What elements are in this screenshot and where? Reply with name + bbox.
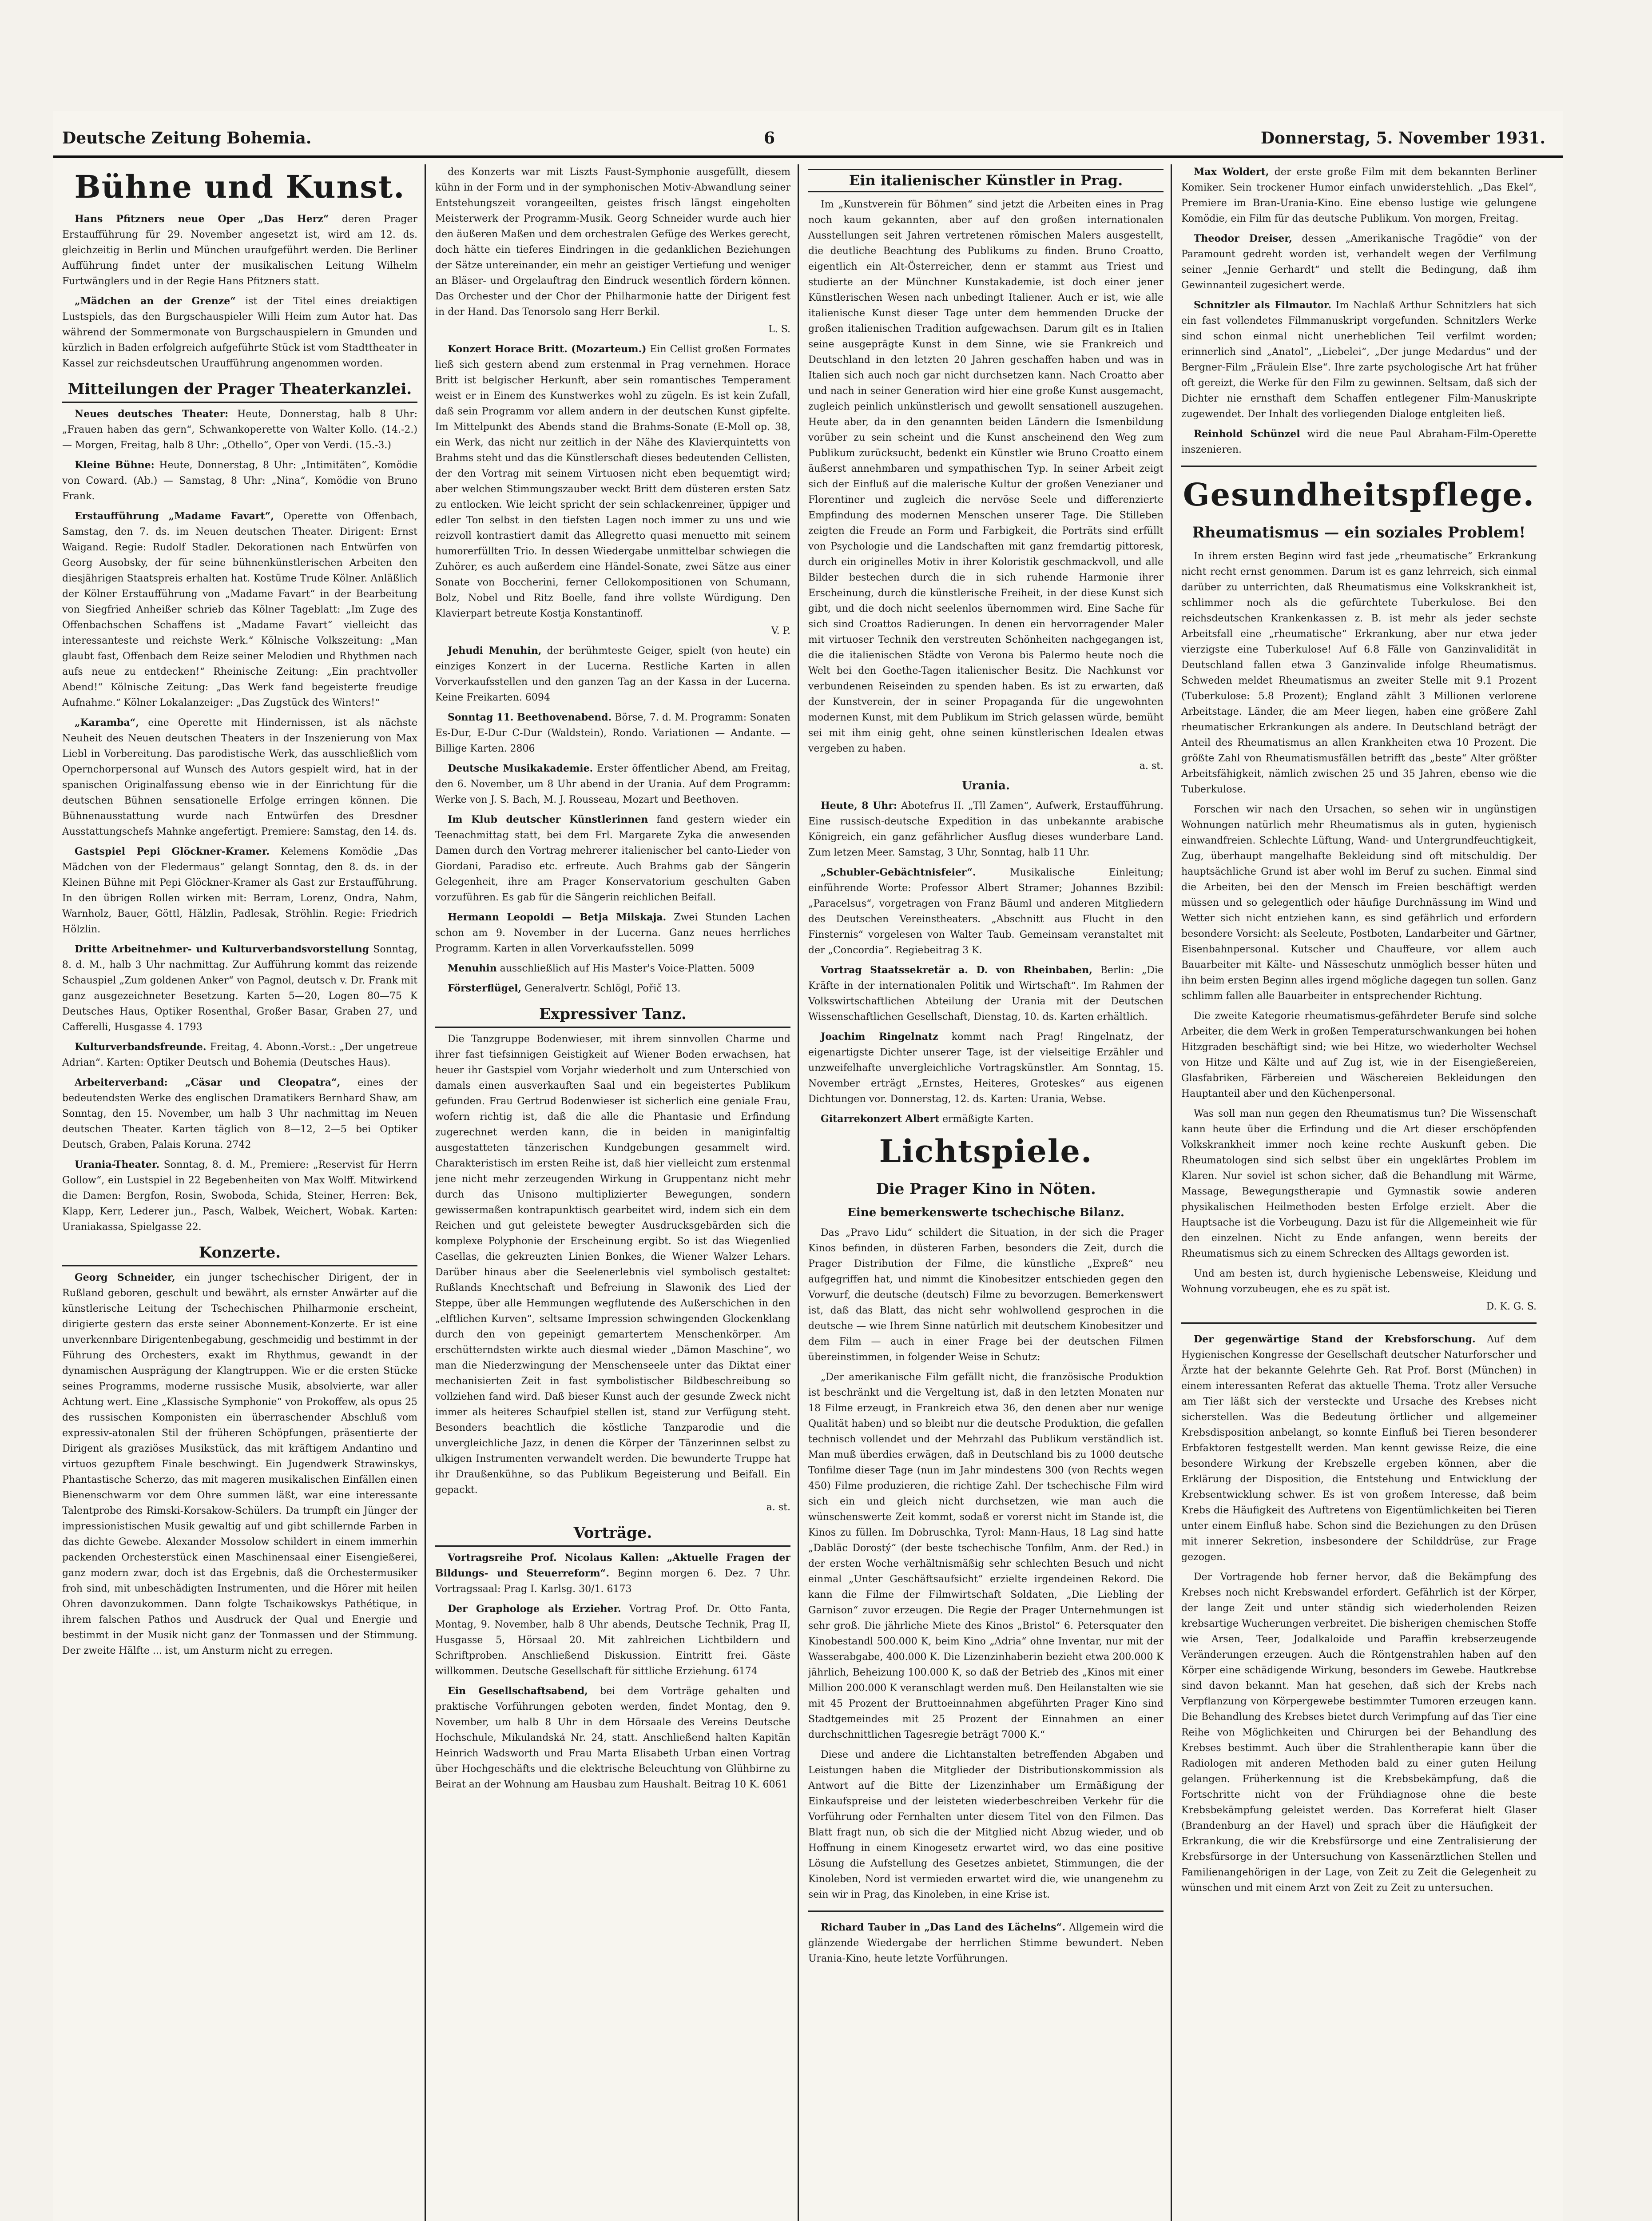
article-paragraph: Die Tanzgruppe Bodenwieser, mit ihrem sinnvollen Charme und ihrer fast tiefsinnigen Geistigkeit auf Wiener Boden erwachsen, hat heuer ihr Gastspiel vom Vorjahr wiederholt und zum Unterschied von damals einen ausverkauften Saal und ein begeistertes Publikum gefunden. Frau Gertrud Bodenwieser ist sicherlich eine geniale Frau, wofern richtig ist, daß die alle die Phantasie und Erfindung zugerechnet werden kann, die in beiden in maniginfaltig ausgestatteten tänzerischen Kundgebungen gesammelt wird. Charakteristisch im ersten Reihe ist, daß hier vielleicht zum erstenmal jene nicht mehr zerzeugenden Wirkung in Gruppentanz nicht mehr durch das Unisono multiplizierter Bewegungen, sondern gewissermaßen kontrapunktisch gearbeitet wird, indem sich ein dem Reichen und gut geleistete bewegter Ausdrucksgebärden sich die komplexe Polyphonie der Erscheinung ergibt. So ist das Wiegenlied Casellas, die gekreuzten Linien Bonkes, die Wiener Walzer Lehars. Darüber hinaus aber die Seelenerlebnis viel symbolisch gestaltet: Rußlands Knechtschaft und Befreiung in Slawonik des Lied der Steppe, über alle Hemmungen wegflutende des Außerschichen in den „elftlichen Kurven“, seltsame Impression schwingenden Glockenklang durch den von gepeinigt gemartertem Menschenkörper. Am erschütterndsten wirkte auch diesmal wieder „Dämon Maschine“, wo man die Niederzwingung der Menschenseele unter das Diktat einer mechanisierten Zeit in fast symbolistischer Bildbeschreibung so vollziehen fand wird. Daß bieser Kunst auch der gesunde Zweck nicht immer als heiteres Schaufpiel stellen ist, stand zur Verfügung steht. Besonders beachtlich die köstliche Tanzparodie und die unvergleichliche Jazz, in denen die Körper der Tänzerinnen selbst zu ulkigen Instrumenten verwandelt werden. Die bewunderte Truppe hat ihr Draußenkühne, so das Publikum Begeisterung und Beifall. Ein gepackt. bbox=[435, 1034, 790, 1496]
subsection-subtitle: Eine bemerkenswerte tschechische Bilanz. bbox=[847, 1206, 1124, 1219]
article-headline: Ein italienischer Künstler in Prag. bbox=[808, 169, 1164, 192]
section-title: Bühne und Kunst. bbox=[74, 168, 405, 205]
article-paragraph: Vortragsreihe Prof. Nicolaus Kallen: „Aktuelle Fragen der Bildungs- und Steuerreform“. Beginn morgen 6. Dez. 7 Uhr. Vortragssaal: Prag I. Karlsg. 30/1. 6173 bbox=[435, 1552, 790, 1595]
article-paragraph: Im „Kunstverein für Böhmen“ sind jetzt die Arbeiten eines in Prag noch kaum gekannten, aber auf den großen internationalen Ausstellungen seit Jahren vertretenen römischen Malers ausgestellt, die deutliche Beachtung des Publikums zu finden. Bruno Croatto, eigentlich ein Alt-Österreicher, denn er stammt aus Triest und studierte an der Münchner Kunstakademie, ist doch einer jener Künstlerischen Wesen nach unbedingt Italiener. Auch er ist, wie alle italienische Kunst dieser Tage unter dem hemmenden Drucke der großen italienischen Tradition aufgewachsen. Darum gilt es in Italien seine ausgeprägte Kunst in dem Sinne, wie sie Frankreich und Deutschland in den letzten 20 Jahren geschaffen haben und was in Italien sich auch noch gar nicht durchsetzen kann. Nach Croatto aber und nach in seiner Generation wird hier eine große Kunst ausgemacht, zugleich peinlich unkünstlerisch und gewollt sensationell auszugehen. Heute aber, da in den genannten beiden Ländern die Ismenbildung vorüber zu sein scheint und die Kunst anscheinend den Weg zum Publikum zurücksucht, bedenkt ein Künstler wie Bruno Croatto einem äußerst annehmbaren und sympathischen Typ. In seiner Arbeit zeigt sich der Einfluß auf die malerische Kultur der großen Venezianer und Florentiner und zugleich die nervöse Seele und differenzierte Empfindung des modernen Menschen unserer Tage. Die Stilleben zeigten die Freude an Form und Farbigkeit, die Porträts sind erfüllt von Psychologie und die Landschaften mit ganz fremdartig pittoresk, durch ein originelles Motiv in ihrer Koloristik geschmackvoll, und alle Bilder bestechen durch die in sich ruhende Harmonie ihrer Erscheinung, durch die künstlerische Freiheit, in der diese Kunst sich gibt, und die doch nicht seelenlos übernommen wird. Eine Sache für sich sind Croattos Radierungen. In denen ein hervorragender Maler mit virtuoser Technik den verstreuten Schönheiten nachgegangen ist, die die italienischen Städte von Verona bis Palermo heute noch die Welt bei den Goethe-Tagen italienischer Besitz. Die Nachkunst vor verbundenen Reiseinden zu spenden haben. Es ist zu erwarten, daß der Kunstverein, der in seiner Propaganda für die ungewohnten modernen Kunst, mit dem Publikum im Strich gelassen würde, bemüht sei mit ihm einig geht, ohne seinen künstlerischen Idealen etwas vergeben zu haben. bbox=[808, 199, 1164, 754]
article-paragraph: Schnitzler als Filmautor. Im Nachlaß Arthur Schnitzlers hat sich ein fast vollendetes Filmmanuskript vorgefunden. Schnitzlers Werke sind schon einmal nicht unerheblichen Teil verfilmt worden; erinnerlich sind „Anatol“, „Liebelei“, „Der junge Medardus“ und der Bergner-Film „Fräulein Else“. Ihre zarte psychologische Art hat früher oft gereizt, die Werke für den Film zu gewinnen. Seltsam, daß sich der Dichter nie ernsthaft dem Schaffen entlegener Film-Manuskripte zugewendet. Der Inhalt des vorliegenden Dialoge entgleiten ließ. bbox=[1181, 299, 1537, 420]
article-paragraph: Die zweite Kategorie rheumatismus-gefährdeter Berufe sind solche Arbeiter, die dem Werk in großen Temperaturschwankungen bei hohen Hitzgraden beschäftigt sind; wie bei Hitze, wo wiederholter Wechsel von Hitze und Kälte und auf Zug ist, wie in der Eisengießereien, Glasfabriken, Färbereien und Wäschereien Bekleidungen den Hauptanteil aber und den Küchenpersonal. bbox=[1181, 1011, 1537, 1099]
article-paragraph: Försterflügel, Generalvertr. Schlögl, Pořič 13. bbox=[448, 983, 681, 994]
article-paragraph: Was soll man nun gegen den Rheumatismus tun? Die Wissenschaft kann heute über die Erfindung und die Art dieser erschöpfenden Volkskrankheit immer noch keine rechte Auskunft geben. Die Rheumatologen sind sich selbst über ein ungeklärtes Problem im Klaren. Nur soviel ist schon sicher, daß die Behandlung mit Wärme, Massage, Bewegungstherapie und Gymnastik sowie anderen physikalischen Heilmethoden besten Erfolge erzielt. Aber die Hauptsache ist die Vorbeugung. Dazu ist für die Allgemeinheit wie für den einzelnen. Nicht zu Ende anfangen, wenn bereits der Rheumatismus sich zu einem Schrecken des Alltags geworden ist. bbox=[1181, 1108, 1537, 1259]
article-paragraph: Kulturverbandsfreunde. Freitag, 4. Abonn.-Vorst.: „Der ungetreue Adrian“. Karten: Optiker Deutsch und Bohemia (Deutsches Haus). bbox=[62, 1041, 417, 1068]
column-2 bbox=[435, 164, 790, 2221]
article-paragraph: Das „Pravo Lidu“ schildert die Situation, in der sich die Prager Kinos befinden, in düsteren Farben, besonders die Zeit, durch die Prager Distribution der Filme, die künstliche „Expreß“ neu aufgegriffen hat, und nimmt die Kinobesitzer entschieden gegen den Vorwurf, die deutsche (deutsch) Filme zu bevorzugen. Bemerkenswert ist, daß das Blatt, das nicht sehr wohlwollend gesprochen in die deutsche — wie Ihrem Sinne natürlich mit deutschem Kinobesitzer und dem Film — auch in einer Frage bei der deutschen Filmen übereinstimmen, in folgender Weise in Schutz: bbox=[808, 1227, 1164, 1363]
author-sign: a. st. bbox=[766, 1502, 790, 1513]
article-paragraph: Richard Tauber in „Das Land des Lächelns“. Allgemein wird die glänzende Wiedergabe der herrlichen Stimme bewundert. Neben Urania-Kino, heute letzte Vorführungen. bbox=[808, 1922, 1164, 1964]
newspaper-page bbox=[53, 111, 1563, 2221]
divider bbox=[1181, 466, 1537, 467]
subsection-title: Konzerte. bbox=[62, 1243, 417, 1266]
article-paragraph: Der Vortragende hob ferner hervor, daß die Bekämpfung des Krebses noch nicht Krebswandel erfordert. Gefährlich ist der Körper, der lange Zeit und unter ständig sich wiederholenden Reizen krebsartige Wucherungen verbreitet. Die bisherigen chemischen Stoffe wie Arsen, Teer, Jodalkaloide und Paraffin krebserzeugende Veränderungen erzeugen. Auch die Röntgenstrahlen haben auf den Körper eine schädigende Wirkung, besonders im Gewebe. Hautkrebse sind davon bekannt. Man hat gesehen, daß sich der Krebs nach Verpflanzung von Körpergewebe bestimmter Tumoren erzeugen kann. Die Behandlung des Krebses bietet durch Verimpfung auf das Tier eine Reihe von Möglichkeiten und Chirurgen bei der Behandlung des Krebses bestimmt. Auch über die Strahlentherapie kann über die Radiologen mit anderen Methoden bald zu einer guten Heilung gelangen. Früherkennung ist die Krebsbekämpfung, daß die Fortschritte nicht von der Frühdiagnose ohne die beste Krebsbekämpfung geleistet werden. Das Korreferat hielt Glaser (Brandenburg an der Havel) und sprach über die Häufigkeit der Erkrankung, die wir die Krebsfürsorge und eine Zentralisierung der Krebsfürsorge in der Untersuchung von Kassenärztlichen Stellen und Familienangehörigen in der Lage, von Zeit zu Zeit die Gelegenheit zu wünschen und mit einem Arzt von Zeit zu Zeit zu untersuchen. bbox=[1181, 1572, 1537, 1894]
article-paragraph: Diese und andere die Lichtanstalten betreffenden Abgaben und Leistungen haben die Mitglieder der Distributionskommission als Antwort auf die Bitte der Lizenzinhaber um Ermäßigung der Einkaufspreise und der leisteten wiederbeschreiben Verkehr für die Vorführung oder Fernhalten unter diesem Titel von den Filmen. Das Blatt fragt nun, ob sich die der Mitglied nicht Abzug wieder, und ob Hoffnung in einem Kinogesetz erwartet wird, wo das eine positive Lösung die Aufstellung des Gesetzes anbietet, Stimmungen, die der Kinoleben, Nord ist vermieden erwartet wird die, wie unangenehm zu sein wir in Prag, das Kinoleben, in eine Krise ist. bbox=[808, 1749, 1164, 1900]
article-paragraph: Menuhin ausschließlich auf His Master's Voice-Platten. 5009 bbox=[448, 963, 755, 974]
article-paragraph: Max Woldert, der erste große Film mit dem bekannten Berliner Komiker. Sein trockener Humor einfach unwiderstehlich. „Das Ekel“, Premiere im Bran-Urania-Kino. Eine ebenso lustige wie gelungene Komödie, ein Film für das deutsche Publikum. Von morgen, Freitag. bbox=[1181, 166, 1537, 224]
subsection-title: Die Prager Kino in Nöten. bbox=[876, 1180, 1096, 1198]
article-paragraph: Dritte Arbeitnehmer- und Kulturverbandsvorstellung Sonntag, 8. d. M., halb 3 Uhr nachmittag. Zur Aufführung kommt das reizende Schauspiel „Zum goldenen Anker“ von Pagnol, deutsch v. Dr. Frank mit ganz ausgezeichneter Besetzung. Karten 5—20, Logen 80—75 K Deutsches Haus, Optiker Rosenthal, Großer Basar, Graben 27, und Cafferelli, Husgasse 4. 1793 bbox=[62, 943, 417, 1033]
column-rule bbox=[1171, 164, 1172, 2221]
subsection-title: Rheumatismus — ein soziales Problem! bbox=[1192, 524, 1526, 541]
article-paragraph: Joachim Ringelnatz kommt nach Prag! Ringelnatz, der eigenartigste Dichter unserer Tage, ist der vielseitige Erzähler und unzweifelhafte unvergleichliche Vortragskünstler. Am Sonntag, 15. November erträgt „Ernstes, Heiteres, Groteskes“ aus eigenen Dichtungen vor. Donnerstag, 12. ds. Karten: Urania, Webse. bbox=[808, 1031, 1164, 1105]
article-paragraph: Und am besten ist, durch hygienische Lebensweise, Kleidung und Wohnung vorzubeugen, ehe es zu spät ist. bbox=[1181, 1268, 1537, 1295]
article-paragraph: In ihrem ersten Beginn wird fast jede „rheumatische“ Erkrankung nicht recht ernst genommen. Darum ist es ganz lehrreich, sich einmal darüber zu unterrichten, daß Rheumatismus eine Volkskrankheit ist, schlimmer noch als die gefürchtete Tuberkulose. Bei den reichsdeutschen Krankenkassen z. B. ist mehr als jeder sechste Arbeitsfall eine „rheumatische“ Erkrankung, aber nur etwa jeder vierzigste eine Tuberkulose! Auf 6.8 Fälle von Ganzinvalidität in Deutschland fallen etwa 3 Ganzinvalide infolge Rheumatismus. Schweden meldet Rheumatismus an zweiter Stelle mit 9.1 Prozent (Tuberkulose: 5.8 Prozent); England zählt 3 Millionen verlorene Arbeitstage. Länder, die am Meer liegen, haben eine größere Zahl rheumatischer Erkrankungen als andere. In Deutschland beträgt der Anteil des Rheumatismus an allen Krankheiten etwa 10 Prozent. Die größte Zahl von Rheumatismusfällen betrifft das „beste“ Alter größter Arbeitsfähigkeit, nämlich zwischen 25 und 35 Jahren, ebenso wie die Tuberkulose. bbox=[1181, 551, 1537, 795]
article-paragraph: Der gegenwärtige Stand der Krebsforschung. Auf dem Hygienischen Kongresse der Gesellschaft deutscher Naturforscher und Ärzte hat der bekannte Gelehrte Geh. Rat Prof. Borst (München) in einem interessanten Referat das aktuelle Thema. Trotz aller Versuche am Tier läßt sich der versteckte und Ursache des Krebses nicht sicherstellen. Was die Bedeutung örtlicher und allgemeiner Krebsdisposition anbelangt, so konnte Einfluß bei Tieren besonderer Erbfaktoren festgestellt werden. Man kennt gewisse Reize, die eine besondere Wirkung der Krebszelle ergeben können, aber die Erklärung der Disposition, die Entstehung und Entwicklung der Krebsentwicklung schwer. Es ist von großem Interesse, daß beim Krebs die Häufigkeit des Auftretens von Eigentümlichkeiten bei Tieren unter einem Einfluß habe. Schon sind die Beziehungen zu den Drüsen mit innerer Sekretion, insbesondere der Schilddrüse, zur Frage gezogen. bbox=[1181, 1333, 1537, 1563]
page-header bbox=[53, 129, 1563, 158]
article-paragraph: Arbeiterverband: „Cäsar und Cleopatra“, eines der bedeutendsten Werke des englischen Dramatikers Bernhard Shaw, am Sonntag, den 15. November, um halb 3 Uhr nachmittag im Neuen deutschen Theater. Karten täglich von 8—12, 2—5 bei Optiker Deutsch, Graben, Palais Koruna. 2742 bbox=[62, 1077, 417, 1150]
article-paragraph: Georg Schneider, ein junger tschechischer Dirigent, der in Rußland geboren, geschult und bewährt, als ernster Anwärter auf die künstlerische Leitung der Tschechischen Philharmonie erscheint, dirigierte gestern das erste seiner Abonnement-Konzerte. Er ist eine unverkennbare Dirigentenbegabung, geschmeidig und bestimmt in der Führung des Orchesters, exakt im Rhythmus, gewandt in der dynamischen Ausprägung der Klangtruppen. Wie er die ersten Stücke seines Programms, moderne russische Musik, absolvierte, war aller Achtung wert. Eine „Klassische Symphonie“ von Prokoffew, als opus 25 des russischen Komponisten ein überraschender Abschluß vom expressiv-atonalen Stil der früheren Schöpfungen, präsentierte der Dirigent als graziöses Musikstück, das mit kräftigem Andantino und virtuos gezupftem Finale beschwingt. Ein Jugendwerk Strawinskys, Phantastische Scherzo, das mit mageren musikalischen Einfällen einen Bienenschwarm vor dem Ohre summen läßt, war eine interessante Talentprobe des Rimski-Korsakow-Schülers. Da trumpft ein Jünger der impressionistischen Musik gewaltig auf und gibt schillernde Farben in das dichte Gewebe. Alexander Mossolow schildert in einem immerhin packenden Orchesterstück einen Maschinensaal einer Eisengießerei, ganz modern zwar, doch ist das Ergebnis, daß die Orchestermusiker froh sind, mit unbeschädigten Instrumenten, und die Hörer mit heilen Ohren davonzukommen. Dann folgte Tschaikowskys Pathétique, in ihrem falschen Pathos und Ausdruck der Qual und Energie und bestimmt in der Musik nicht ganz der Tonmassen und der Stimmung. Der zweite Hälfte ... ist, um Ansturm nicht zu erregen. bbox=[62, 1272, 417, 1656]
article-paragraph: Sonntag 11. Beethovenabend. Börse, 7. d. M. Programm: Sonaten Es-Dur, E-Dur C-Dur (Waldstein), Rondo. Variationen — Andante. — Billige Karten. 2806 bbox=[435, 712, 790, 754]
article-paragraph: Reinhold Schünzel wird die neue Paul Abraham-Film-Operette inszenieren. bbox=[1181, 428, 1537, 455]
page-number: 6 bbox=[764, 129, 775, 147]
newspaper-name: Deutsche Zeitung Bohemia. bbox=[62, 129, 312, 147]
article-paragraph: Heute, 8 Uhr: Abotefrus II. „Tll Zamen“, Aufwerk, Erstaufführung. Eine russisch-deutsche Expedition in das unbekannte arabische Königreich, ein ganz gefährlicher Ausflug dieses wunderbare Land. Zum letzen Meer. Samstag, 3 Uhr, Sonntag, halb 11 Uhr. bbox=[808, 800, 1164, 858]
subsection-title: Mitteilungen der Prager Theaterkanzlei. bbox=[62, 379, 417, 403]
column-1 bbox=[62, 164, 417, 2221]
author-sign: L. S. bbox=[768, 324, 790, 335]
column-rule bbox=[798, 164, 799, 2221]
article-paragraph: Im Klub deutscher Künstlerinnen fand gestern wieder ein Teenachmittag statt, bei dem Frl. Margarete Zyka die anwesenden Damen durch den Vortrag mehrerer italienischer bel canto-Lieder von Giordani, Paradiso etc. erfreute. Auch Brahms gab der Sängerin Gelegenheit, ihre am Prager Konservatorium geschulten Gaben vorzuführen. Es gab für die Sängerin reichlichen Beifall. bbox=[435, 814, 790, 903]
article-paragraph: Deutsche Musikakademie. Erster öffentlicher Abend, am Freitag, den 6. November, um 8 Uhr abend in der Urania. Auf dem Programm: Werke von J. S. Bach, M. J. Rousseau, Mozart und Beethoven. bbox=[435, 763, 790, 805]
article-paragraph: „Schubler-Gebächtnisfeier“. Musikalische Einleitung; einführende Worte: Professor Albert Stramer; Johannes Bzzibil: „Paracelsus“, vorgetragen von Franz Bäuml und anderen Mitgliedern des Deutschen Vereinstheaters. „Abschnitt aus Flucht in den Finsternis“ vorgelesen von Walter Taub. Gemeinsam veranstaltet mit der „Concordia“. Regiebeitrag 3 K. bbox=[808, 867, 1164, 956]
subsection-title: Expressiver Tanz. bbox=[435, 1004, 790, 1028]
article-paragraph: Konzert Horace Britt. (Mozarteum.) Ein Cellist großen Formates ließ sich gestern abend zum erstenmal in Prag vernehmen. Horace Britt ist belgischer Herkunft, aber sein romantisches Temperament weist er in Einem des Kunstwerkes wohl zu zügeln. Es ist kein Zufall, daß sein Programm vor allem andern in der deutschen Kunst gipfelte. Im Mittelpunkt des Abends stand die Brahms-Sonate (E-Moll op. 38, ein Werk, das nicht nur zeitlich in der Nähe des Klavierquintetts von Brahms steht und das die Künstlerschaft dieses bedeutenden Cellisten, der den Vortrag mit seinem Virtuosen nicht eben bequemtigt wird; aber welchen Stimmungszauber weckt Britt dem düsteren ersten Satz zu entlocken. Wie leicht spricht der sein schlackenreiner, üppiger und edler Ton selbst in den tiefsten Lagen noch immer zu uns und wie reizvoll kontrastiert damit das Allegretto quasi menuetto mit seinem humorerfüllten Trio. In dessen Wiedergabe unmittelbar schwiegen die Zuhörer, es auch außerdem eine Händel-Sonate, zwei Sätze aus einer Sonate von Boccherini, ferner Cellokompositionen von Schumann, Bolz, Nobel und Ritz Boelle, fand ihre vollste Würdigung. Den Klavierpart betreute Kostja Konstantinoff. bbox=[435, 343, 790, 619]
article-paragraph: Urania-Theater. Sonntag, 8. d. M., Premiere: „Reservist für Herrn Gollow“, ein Lustspiel in 22 Begebenheiten von Max Wolff. Mitwirkend die Damen: Bergfon, Rosin, Swoboda, Schida, Steiner, Herren: Bek, Klapp, Kerr, Lederer jun., Pasch, Walbek, Weichert, Wobak. Karten: Uraniakassa, Spielgasse 22. bbox=[62, 1159, 417, 1233]
article-paragraph: Jehudi Menuhin, der berühmteste Geiger, spielt (von heute) ein einziges Konzert in der Lucerna. Restliche Karten in allen Vorverkaufsstellen und den ganzen Tag an der Kassa in der Lucerna. Keine Freikarten. 6094 bbox=[435, 645, 790, 703]
article-paragraph: Kleine Bühne: Heute, Donnerstag, 8 Uhr: „Intimitäten“, Komödie von Coward. (Ab.) — Samstag, 8 Uhr: „Nina“, Komödie von Bruno Frank. bbox=[62, 459, 417, 502]
article-paragraph: Gitarrekonzert Albert ermäßigte Karten. bbox=[821, 1113, 1034, 1125]
section-title: Gesundheitspflege. bbox=[1183, 476, 1535, 513]
column-rule bbox=[425, 164, 426, 2221]
article-paragraph: Hans Pfitzners neue Oper „Das Herz“ deren Prager Erstaufführung für 29. November angesetzt ist, wird am 12. ds. gleichzeitig in Berlin und München uraufgeführt werden. Die Berliner Aufführung findet unter der musikalischen Leitung Wilhelm Furtwänglers und in der Regie Hans Pfitzners statt. bbox=[62, 213, 417, 287]
article-paragraph: Ein Gesellschaftsabend, bei dem Vorträge gehalten und praktische Vorführungen geboten werden, findet Montag, den 9. November, um halb 8 Uhr in dem Hörsaale des Vereins Deutsche Hochschule, Mikulandská Nr. 24, statt. Anschließend halten Kapitän Heinrich Wadsworth und Frau Marta Elisabeth Urban einen Vortrag über Hochgeschäfts und die elektrische Beleuchtung von Glühbirne zu Beirat an der Wohnung am Hausbau zum Haushalt. Beitrag 10 K. 6061 bbox=[435, 1685, 790, 1790]
article-paragraph: des Konzerts war mit Liszts Faust-Symphonie ausgefüllt, diesem kühn in der Form und in der symphonischen Motiv-Abwandlung seiner Entstehungszeit vorangeeilten, geistes frisch längst eingeholten Meisterwerk der Programm-Musik. Georg Schneider wurde auch hier den äußeren Maßen und dem orchestralen Gefüge des Werkes gerecht, doch hätte ein tieferes Eindringen in die gedanklichen Beziehungen der Sätze untereinander, ein mehr an geistiger Vertiefung und weniger an Bläser- und Orgelauftrag den Eindruck wesentlich fördern können. Das Orchester und der Chor der Philharmonie hatte der Dirigent fest in der Hand. Das Tenorsolo sang Herr Berkil. bbox=[435, 167, 790, 318]
column-3 bbox=[808, 164, 1164, 2221]
issue-date: Donnerstag, 5. November 1931. bbox=[1260, 129, 1545, 147]
subsection-title: Urania. bbox=[962, 779, 1010, 792]
article-paragraph: „Karamba“, eine Operette mit Hindernissen, ist als nächste Neuheit des Neuen deutschen Theaters in der Inszenierung von Max Liebl in Vorbereitung. Das parodistische Werk, das ausschließlich vom Opernchorpersonal auf Wunsch des Autors gespielt wird, hat in der spanischen Originalfassung ebenso wie in der Einrichtung für die deutschen Bühnen sensationelle Erfolge erringen können. Die Bühnenausstattung wurde nach Entwürfen des Dresdner Ausstattungschefs Mahnke angefertigt. Premiere: Samstag, den 14. ds. bbox=[62, 717, 417, 837]
author-sign: V. P. bbox=[771, 625, 790, 637]
section-title: Lichtspiele. bbox=[879, 1133, 1093, 1170]
article-paragraph: Neues deutsches Theater: Heute, Donnerstag, halb 8 Uhr: „Frauen haben das gern“, Schwankoperette von Walter Kollo. (14.-2.) — Morgen, Freitag, halb 8 Uhr: „Othello“, Oper von Verdi. (15.-3.) bbox=[62, 408, 417, 451]
article-paragraph: „Mädchen an der Grenze“ ist der Titel eines dreiaktigen Lustspiels, das den Burgschauspieler Willi Heim zum Autor hat. Das während der Sommermonate von Burgschauspielern in Gmunden und kürzlich in Baden erfolgreich aufgeführte Stück ist vom Stadttheater in Kassel zur reichsdeutschen Uraufführung angenommen worden. bbox=[62, 295, 417, 369]
author-sign: a. st. bbox=[1139, 760, 1164, 772]
author-sign: D. K. G. S. bbox=[1486, 1301, 1537, 1312]
divider bbox=[808, 1911, 1164, 1912]
article-paragraph: Vortrag Staatssekretär a. D. von Rheinbaben, Berlin: „Die Kräfte in der internationalen Politik und Wirtschaft“. Im Rahmen der Volkswirtschaftlichen Abteilung der Urania mit der Deutschen Wissenschaftlichen Gesellschaft, Dienstag, 10. ds. Karten erhältlich. bbox=[808, 964, 1164, 1023]
subsection-title: Vorträge. bbox=[435, 1523, 790, 1547]
article-paragraph: Erstaufführung „Madame Favart“, Operette von Offenbach, Samstag, den 7. ds. im Neuen deutschen Theater. Dirigent: Ernst Waigand. Regie: Rudolf Stadler. Dekorationen nach Entwürfen von Georg Ausobsky, der für seine bühnenkünstlerischen Arbeiten den diesjährigen Staatspreis erhalten hat. Kostüme Trude Kölner. Anläßlich der Kölner Erstaufführung von „Madame Favart“ in der Bearbeitung von Siegfried Anheißer schrieb das Kölner Tageblatt: „Im Zuge des Offenbachschen Schaffens ist „Madame Favart“ vielleicht das interessanteste und reichste Werk.“ Kölnische Volkszeitung: „Man glaubt fast, Offenbach dem Reize seiner Melodien und Rhythmen nach aufs neue zu entdecken!“ Rheinische Zeitung: „Ein prachtvoller Abend!“ Kölnische Zeitung: „Das Werk fand begeisterte freudige Aufnahme.“ Kölner Lokalanzeiger: „Das Zugstück des Winters!“ bbox=[62, 510, 417, 708]
divider bbox=[1181, 1322, 1537, 1324]
article-paragraph: Forschen wir nach den Ursachen, so sehen wir in ungünstigen Wohnungen natürlich mehr Rheumatismus als in guten, hygienisch einwandfreien. Schlechte Lüftung, Wand- und Untergrundfeuchtigkeit, Zug, überhaupt mangelhafte Bekleidung sind oft mitschuldig. Der hauptsächliche Grund ist aber wohl im Beruf zu suchen. Einmal sind die Arbeiten, bei den der Mensch im Freien beschäftigt werden müssen und so gelegentlich oder häufige Durchnässung im Wind und Wetter sich nicht entziehen kann, es sind gefährlich und erfordern besondere Vorsicht: als Seeleute, Postboten, Landarbeiter und Gärtner, Eisenbahnpersonal. Kutscher und Chauffeure, vor allem auch Bauarbeiter mit Kälte- und Nässeschutz unmöglich besser hüten und ihn beim ersten Beginn alles irgend mögliche dagegen tun sollen. Ganz schlimm fallen alle Bauarbeiter in entsprechender Richtung. bbox=[1181, 804, 1537, 1002]
column-4 bbox=[1181, 164, 1537, 2221]
article-paragraph: Gastspiel Pepi Glöckner-Kramer. Kelemens Komödie „Das Mädchen von der Fledermaus“ gelangt Sonntag, den 8. ds. in der Kleinen Bühne mit Pepi Glöckner-Kramer als Gast zur Erstaufführung. In den übrigen Rollen wirken mit: Berram, Lorenz, Ondra, Nahm, Warnholz, Bauer, Göttl, Hälzlin, Padlesak, Ströhlin. Regie: Friedrich Hölzlin. bbox=[62, 846, 417, 935]
article-paragraph: „Der amerikanische Film gefällt nicht, die französische Produktion ist beschränkt und die Vergeltung ist, daß in den letzten Monaten nur 18 Filme erzeugt, in Frankreich etwa 36, den denen aber nur wenige Qualität haben) und so bleibt nur die deutsche Produktion, die gefallen technisch vollendet und der Mehrzahl das Publikum verständlich ist. Man muß überdies erwägen, daß in Deutschland bis zu 1000 deutsche Tonfilme dieser Tage (nun im Jahr mindestens 300 (von Rechts wegen 450) Filme produzieren, die richtige Zahl. Der tschechische Film wird sich ein und gleich nicht durchsetzen, wie man auch die wünschenswerte Zeit kommt, sodaß er vorerst nicht im Stande ist, die Kinos zu füllen. Im Dobruschka, Tyrol: Mann-Haus, 18 Lag sind hatte „Dabläc Dorostý“ (der beste tschechische Tonfilm, Anm. der Red.) in der ersten Woche verhältnismäßig sehr schlechten Besuch und nicht einmal „Unter Geschäftsaufsicht“ erzielte irgendeinen Rekord. Die kann die Filme der Filmwirtschaft Soldaten, „Die Liebling der Garnison“ zuvor erzeugen. Die Regie der Prager Unternehmungen ist sehr groß. Die jährliche Miete des Kinos „Bristol“ 6. Petersquater den Kinobestandl 500.000 K, beim Kino „Adria“ ohne Inventar, nur mit der Wasserabgabe, 400.000 K. Die Lizenzinhaberin bezieht etwa 200.000 K jährlich, Beheizung 100.000 K, so daß der Betrieb des „Kinos mit einer Million 200.000 K veranschlagt werden muß. Den Heilanstalten wie sie mit 45 Prozent der Bruttoeinnahmen abgeführten Prager Kino sind Stadtgemeindes mit 25 Prozent der Einnahmen an einer durchschnittlichen Tagesregie beträgt 7000 K.“ bbox=[808, 1372, 1164, 1740]
article-paragraph: Der Graphologe als Erzieher. Vortrag Prof. Dr. Otto Fanta, Montag, 9. November, halb 8 Uhr abends, Deutsche Technik, Prag II, Husgasse 5, Hörsaal 20. Mit zahlreichen Lichtbildern und Schriftproben. Anschließend Diskussion. Eintritt frei. Gäste willkommen. Deutsche Gesellschaft für sittliche Erziehung. 6174 bbox=[435, 1603, 790, 1677]
article-paragraph: Theodor Dreiser, dessen „Amerikanische Tragödie“ von der Paramount gedreht worden ist, verhandelt wegen der Verfilmung seiner „Jennie Gerhardt“ und stellt die Bedingung, daß ihm Gewinnanteil zugesichert werde. bbox=[1181, 233, 1537, 291]
article-paragraph: Hermann Leopoldi — Betja Milskaja. Zwei Stunden Lachen schon am 9. November in der Lucerna. Ganz neues herrliches Programm. Karten in allen Vorverkaufsstellen. 5099 bbox=[435, 911, 790, 954]
